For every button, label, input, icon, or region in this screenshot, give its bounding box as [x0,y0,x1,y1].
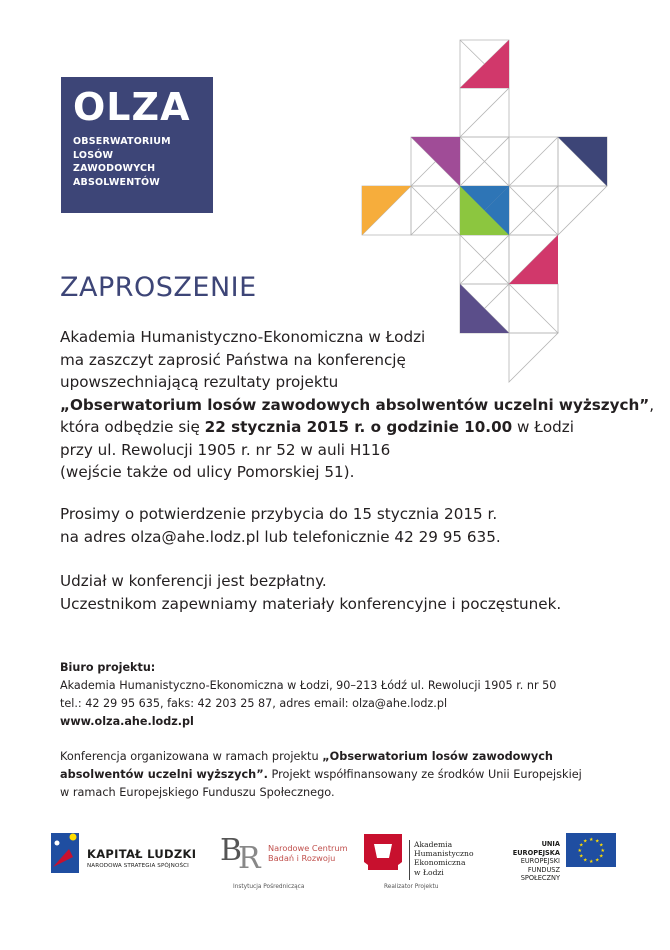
logo-line: ZAWODOWYCH [73,163,156,174]
office-address: Akademia Humanistyczno-Ekonomiczna w Łodzi, 90–213 Łódź ul. Rewolucji 1905 r. nr 50 [60,679,557,692]
ncbr-line: Narodowe Centrum [268,843,348,853]
eu-line: EUROPEJSKI [520,857,560,866]
svg-text:R: R [238,841,261,874]
page-title: ZAPROSZENIE [60,272,257,303]
svg-text:★: ★ [599,842,604,849]
eu-flag-icon [566,833,616,867]
eu-line: FUNDUSZ SPOŁECZNY [520,865,560,883]
svg-text:★: ★ [579,842,584,849]
participation-paragraph [60,570,561,615]
project-title: „Obserwatorium losów zawodowych absolwentów uczelni wyższych” [60,395,650,414]
ahe-line: Akademia [414,840,453,849]
website-link[interactable]: www.olza.ahe.lodz.pl [60,715,194,728]
project-name: „Obserwatorium losów zawodowych [322,750,553,763]
ahe-line: w Łodzi [414,867,444,877]
sponsor-logos [0,820,670,930]
text: Konferencja organizowana w ramach projektu [60,750,323,763]
date-line [60,416,654,439]
kapital-ludzki-icon [47,827,83,877]
office-label: Biuro projektu: [60,661,156,674]
text-line: w ramach Europejskiego Funduszu Społecznego. [60,786,335,799]
svg-text:★: ★ [577,848,582,854]
text-line: ma zaszczyt zaprosić Państwa na konferencję [60,350,406,369]
venue-address: przy ul. Rewolucji 1905 r. nr 52 w auli H116 [60,440,391,459]
svg-text:★: ★ [589,837,594,843]
logo-line: LOSÓW [73,149,114,161]
text-line [60,748,620,766]
logo-line: OBSERWATORIUM [73,136,171,147]
project-title-line [60,394,654,417]
venue-entrance: (wejście także od ulicy Pomorskiej 51). [60,463,355,481]
logo-title: OLZA [73,85,191,129]
kapital-ludzki-logo [87,847,196,869]
logo-line: ABSOLWENTÓW [73,176,160,188]
invitation-paragraph [60,326,654,484]
svg-text:★: ★ [579,853,584,860]
orange-triangle [362,186,411,235]
ncbr-logo [268,843,348,863]
text: w Łodzi [512,418,574,436]
svg-text:★: ★ [589,859,594,865]
eu-logo [492,840,560,883]
event-date: 22 stycznia 2015 r. o godzinie 10.00 [204,418,513,436]
svg-text:★: ★ [583,838,588,845]
ahe-caption: Realizator Projektu [384,884,439,890]
ahe-line: Ekonomiczna [414,858,466,868]
ahe-line: Humanistyczno [414,849,474,859]
svg-text:★: ★ [599,853,604,860]
kl-title: KAPITAŁ LUDZKI [87,847,197,861]
text-line: na adres olza@ahe.lodz.pl lub telefonicznie 42 29 95 635. [60,527,501,546]
svg-text:★: ★ [583,857,588,864]
funding-note [60,748,620,802]
kl-subtitle: NARODOWA STRATEGIA SPÓJNOŚCI [87,863,189,869]
text-line: Prosimy o potwierdzenie przybycia do 15 stycznia 2015 r. [60,505,498,523]
confirmation-paragraph [60,503,501,548]
text-line [60,766,620,784]
ncbr-caption: Instytucja Pośrednicząca [233,884,305,890]
divider [409,840,410,880]
text-line: Udział w konferencji jest bezpłatny. [60,572,327,590]
ahe-emblem-icon [360,832,406,878]
text-line: Uczestnikom zapewniamy materiały konferencyjne i poczęstunek. [60,594,562,613]
text: Projekt współfinansowany ze środków Unii Europejskiej [267,768,582,781]
ncbr-icon [218,828,268,874]
punctuation: , [649,395,655,414]
project-office [60,659,556,731]
svg-text:★: ★ [595,857,600,864]
ncbr-line: Badań i Rozwoju [268,853,336,863]
svg-text:B: B [220,833,243,868]
eu-title: UNIA EUROPEJSKA [512,840,560,857]
svg-text:★: ★ [595,838,600,845]
text-line: Akademia Humanistyczno-Ekonomiczna w Łodzi [60,328,426,346]
svg-text:★: ★ [600,848,605,854]
project-name: absolwentów uczelni wyższych”. [60,768,268,781]
office-contact: tel.: 42 29 95 635, faks: 42 203 25 87, adres email: olza@ahe.lodz.pl [60,697,448,710]
ahe-logo [414,840,474,877]
text: która odbędzie się [60,418,205,436]
text-line: upowszechniającą rezultaty projektu [60,373,339,391]
